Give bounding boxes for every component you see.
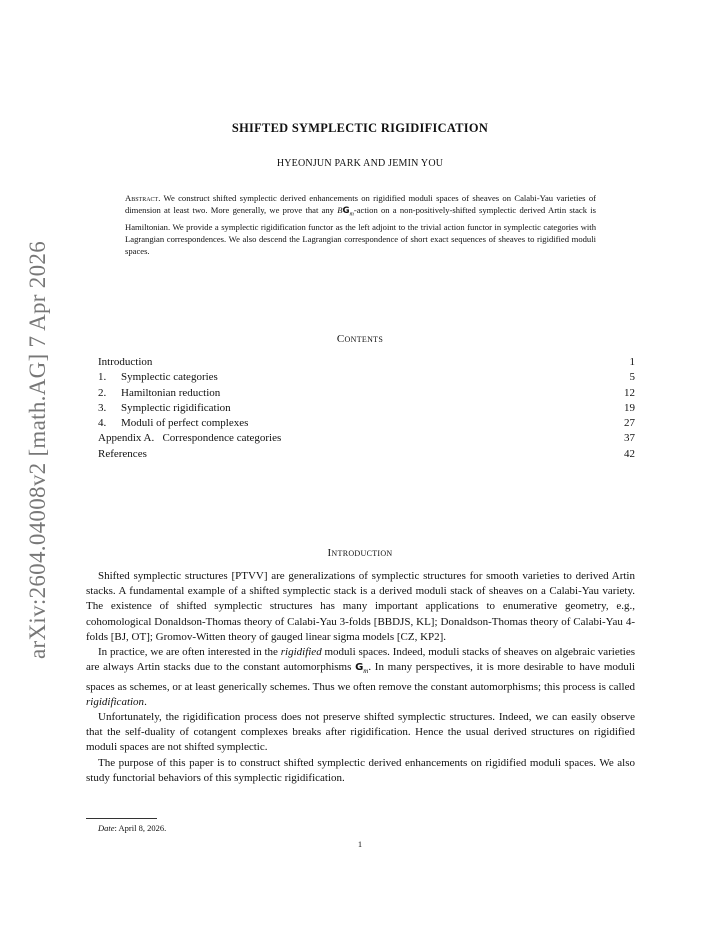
toc-entry-title: Moduli of perfect complexes bbox=[121, 417, 249, 430]
toc-entry-title: Appendix A. Correspondence categories bbox=[98, 432, 282, 445]
toc-entry-title: Hamiltonian reduction bbox=[121, 386, 221, 399]
intro-paragraph-3: Unfortunately, the rigidification process does not preserve shifted symplectic structures. Indeed, we can easily observe that the self-duality of cotangent complexes breaks after rigidification. Hence the usual derived structures on rigidified moduli spaces are not shifted symplectic. bbox=[86, 711, 635, 754]
arxiv-identifier-stamp bbox=[20, 241, 56, 659]
footnote-text: : April 8, 2026. bbox=[114, 823, 167, 833]
toc-entry[interactable] bbox=[98, 401, 635, 416]
abstract-text-part1: We construct shifted symplectic derived enhancements on rigidified moduli spaces of sheaves on Calabi-Yau varieties of dimension at least two. More generally, we prove that any bbox=[125, 193, 596, 215]
toc-entry-number: 2. bbox=[98, 386, 107, 399]
toc-entry-page: 37 bbox=[624, 432, 635, 445]
toc-entry-page: 19 bbox=[624, 401, 635, 414]
abstract-math-g: G bbox=[342, 206, 350, 216]
intro-p2-math-g: G bbox=[355, 662, 364, 674]
intro-p2-emphasis-rigidified: rigidified bbox=[280, 646, 322, 659]
footnote-date bbox=[98, 823, 166, 833]
toc-entry-title: References bbox=[98, 447, 147, 460]
introduction-heading: Introduction bbox=[327, 547, 393, 559]
footnote-rule bbox=[86, 818, 157, 819]
toc-entry-page: 27 bbox=[624, 417, 635, 430]
intro-p2-text-c: . In many perspectives, it is more desirable to have moduli spaces as schemes, or at least generically schemes. Thus we often remove the constant automorphisms; this process is called bbox=[86, 661, 635, 693]
abstract-math-sub: m bbox=[349, 211, 354, 218]
arxiv-identifier: arXiv:2604.04008v2 [math.AG] 7 Apr 2026 bbox=[25, 241, 51, 659]
toc-entry-title: Symplectic rigidification bbox=[121, 401, 231, 414]
toc-entry-number: 4. bbox=[98, 417, 107, 430]
toc-entry[interactable] bbox=[98, 386, 635, 401]
toc-entry-page: 5 bbox=[629, 371, 635, 384]
toc-entry[interactable] bbox=[98, 370, 635, 385]
introduction-body bbox=[86, 569, 635, 786]
toc-entry-page: 1 bbox=[629, 356, 635, 368]
toc-entry-title: Introduction bbox=[98, 356, 153, 368]
paper-authors: HYEONJUN PARK AND JEMIN YOU bbox=[276, 158, 444, 169]
abstract-text-part2: -action on a non-positively-shifted symplectic derived Artin stack is Hamiltonian. We provide a symplectic rigidification functor as the left adjoint to the trivial action functor in symplectic categories with Lagrangian correspondences. We also descend the Lagrangian correspondence of short exact sequences of sheaves to rigidified moduli spaces. bbox=[125, 205, 596, 256]
toc-entry[interactable] bbox=[98, 416, 635, 431]
footnote-label: Date bbox=[98, 823, 115, 833]
toc-entry[interactable] bbox=[98, 447, 635, 462]
intro-paragraph-1: Shifted symplectic structures [PTVV] are generalizations of symplectic structures for smooth varieties to derived Artin stacks. A fundamental example of a shifted symplectic stack is a derived moduli stack of sheaves on a Calabi-Yau variety. The existence of shifted symplectic structures has many important applications to enumerative geometry, e.g., cohomological Donaldson-Thomas theory of Calabi-Yau 3-folds [BBDJS, KL]; Donaldson-Thomas theory of Calabi-Yau 4-folds [BJ, OT]; Gromov-Witten theory of gauged linear sigma models [CZ, KP2]. bbox=[86, 570, 635, 643]
abstract-math-b: B bbox=[337, 205, 343, 215]
intro-p2-emphasis-rigidification: rigidification bbox=[86, 695, 145, 708]
toc-entry-title: Symplectic categories bbox=[121, 371, 218, 384]
intro-paragraph-4: The purpose of this paper is to construct shifted symplectic derived enhancements on rigidified moduli spaces. We also study functorial behaviors of this symplectic rigidification. bbox=[86, 756, 635, 784]
intro-p2-text-b: moduli spaces. Indeed, moduli stacks of sheaves on algebraic varieties are always Artin stacks due to the constant automorphisms bbox=[86, 646, 636, 674]
page-number: 1 bbox=[357, 839, 363, 849]
intro-p2-text-d: . bbox=[144, 695, 147, 708]
paper-title: SHIFTED SYMPLECTIC RIGIDIFICATION bbox=[231, 121, 489, 135]
toc-entry-page: 12 bbox=[624, 386, 635, 399]
intro-p2-text-a: In practice, we are often interested in the bbox=[98, 646, 281, 659]
intro-p2-math-sub: m bbox=[363, 667, 369, 676]
contents-heading: Contents bbox=[336, 333, 384, 345]
abstract-label: Abstract. bbox=[125, 193, 161, 203]
abstract bbox=[125, 192, 596, 257]
toc-entry[interactable] bbox=[98, 355, 635, 370]
table-of-contents bbox=[98, 355, 635, 462]
toc-entry-page: 42 bbox=[624, 447, 635, 460]
intro-paragraph-2 bbox=[86, 645, 635, 710]
toc-entry-number: 3. bbox=[98, 401, 107, 414]
toc-entry[interactable] bbox=[98, 431, 635, 446]
toc-entry-number: 1. bbox=[98, 371, 107, 384]
